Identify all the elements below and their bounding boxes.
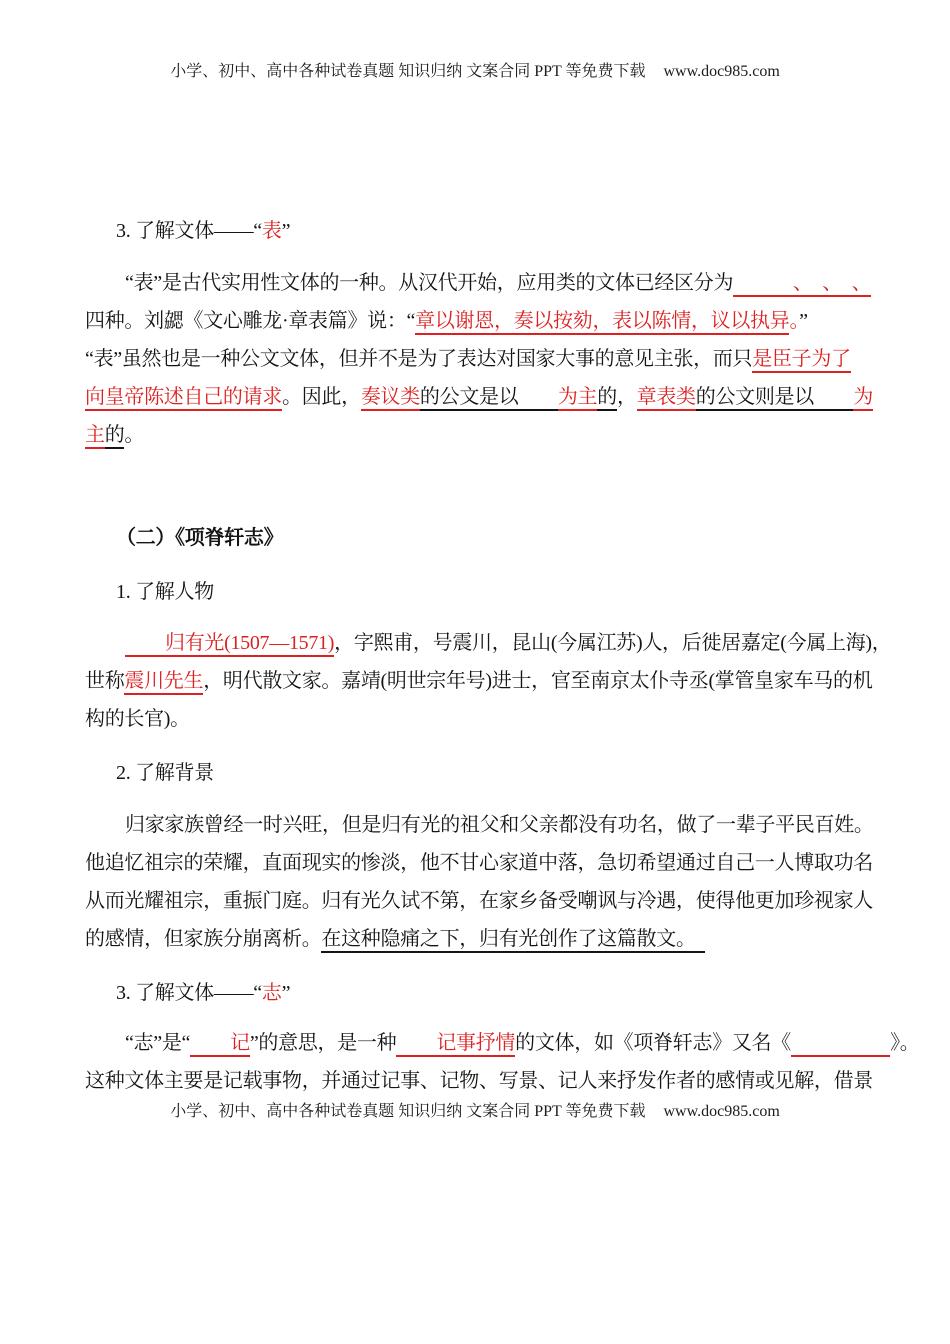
page-header xyxy=(0,60,950,84)
text-segment: ” xyxy=(281,220,291,242)
text-segment: 。 xyxy=(789,310,800,332)
text-line xyxy=(85,844,925,882)
footer-text: 小学、初中、高中各种试卷真题 知识归纳 文案合同 PPT 等免费下载 xyxy=(170,1103,646,1120)
text-segment: 构的长官)。 xyxy=(85,708,190,730)
text-line xyxy=(116,519,950,557)
footer-site-url: www.doc985.com xyxy=(663,1103,780,1120)
text-segment: 2. 了解背景 xyxy=(116,762,214,784)
blank-underline xyxy=(518,385,557,411)
para-background xyxy=(85,806,925,958)
text-segment: 世称 xyxy=(85,670,125,692)
text-segment: 这种文体主要是记载事物，并通过记事、记物、写景、记人来抒发作者的感情或见解，借景 xyxy=(85,1070,873,1092)
text-line xyxy=(85,700,925,738)
text-line xyxy=(85,302,925,340)
text-segment: 志 xyxy=(261,982,282,1004)
text-segment: “表”虽然也是一种公文文体，但并不是为了表达对国家大事的意见主张，而只 xyxy=(85,348,753,370)
text-segment: ， xyxy=(616,386,637,408)
text-segment: 记事抒情 xyxy=(396,1031,515,1057)
text-segment: “表”是古代实用性文体的一种。从汉代开始，应用类的文体已经区分为 xyxy=(125,272,734,294)
section-heading-xiangjixuanzhi xyxy=(85,519,950,557)
text-segment: 的公文则是以 xyxy=(696,385,814,411)
heading-genre-zhi xyxy=(85,974,950,1012)
text-segment: “志”是“ xyxy=(125,1032,191,1054)
text-segment: 的 xyxy=(105,423,125,449)
text-line xyxy=(85,340,925,378)
text-line xyxy=(85,662,925,700)
text-segment: 奏议类 xyxy=(361,385,420,411)
text-segment: 3. 了解文体——“ xyxy=(116,982,262,1004)
text-segment: 的公文是以 xyxy=(420,385,519,411)
header-text: 小学、初中、高中各种试卷真题 知识归纳 文案合同 PPT 等免费下载 xyxy=(170,63,646,80)
text-segment: 在这种隐痛之下，归有光创作了这篇散文。 xyxy=(321,927,705,953)
para-zhi-explanation xyxy=(85,1024,925,1100)
text-segment: 主 xyxy=(85,423,105,449)
text-line xyxy=(85,624,925,662)
blank-underline xyxy=(791,1031,890,1057)
text-segment: 》。 xyxy=(890,1032,920,1054)
text-segment: 记 xyxy=(190,1031,250,1057)
text-segment: 为 xyxy=(853,385,873,411)
text-segment: 的 xyxy=(597,385,617,411)
text-line xyxy=(85,882,925,920)
para-biao-explanation xyxy=(85,264,925,454)
text-segment: 表 xyxy=(261,220,282,242)
text-segment: 3. 了解文体——“ xyxy=(116,220,262,242)
text-line xyxy=(116,974,950,1012)
text-line xyxy=(116,573,950,611)
text-segment: 四种。刘勰《文心雕龙·章表篇》说：“ xyxy=(85,310,416,332)
text-segment: 从而光耀祖宗，重振门庭。归有光久试不第，在家乡备受嘲讽与冷遇，使得他更加珍视家人 xyxy=(85,890,873,912)
text-segment: 。 xyxy=(124,424,145,446)
text-line xyxy=(85,264,925,302)
text-segment: 的文体，如《项脊轩志》又名《 xyxy=(515,1032,791,1054)
text-segment: 的感情，但家族分崩离析。 xyxy=(85,928,322,950)
page-footer xyxy=(0,1100,950,1124)
text-segment: ” xyxy=(799,310,808,332)
header-site-url: www.doc985.com xyxy=(663,63,780,80)
para-author-biography xyxy=(85,624,925,738)
text-line xyxy=(85,1062,925,1100)
text-line xyxy=(116,754,950,792)
text-line xyxy=(85,1024,925,1062)
text-segment: 章表类 xyxy=(637,385,696,411)
text-segment: 归有光(1507—1571) xyxy=(125,631,334,657)
text-segment: 归家家族曾经一时兴旺，但是归有光的祖父和父亲都没有功名，做了一辈子平民百姓。 xyxy=(125,814,874,836)
text-segment: 为主 xyxy=(558,385,597,411)
text-line xyxy=(85,378,925,416)
text-segment: 是臣子为了 xyxy=(752,347,851,373)
blank-underline xyxy=(814,385,853,411)
text-segment: 向皇帝陈述自己的请求 xyxy=(85,385,282,411)
text-line xyxy=(116,212,950,250)
text-segment: 。因此， xyxy=(282,386,361,408)
text-line xyxy=(85,806,925,844)
heading-know-author xyxy=(85,573,950,611)
text-segment: 、 、 、 xyxy=(733,271,871,297)
text-line xyxy=(85,416,925,454)
heading-know-background xyxy=(85,754,950,792)
text-line xyxy=(85,920,925,958)
text-segment: ”的意思，是一种 xyxy=(249,1032,397,1054)
text-segment: 章以谢恩，奏以按劾，表以陈情，议以执异 xyxy=(415,309,789,335)
heading-genre-biao xyxy=(85,212,950,250)
text-segment: ，字熙甫，号震川，昆山(今属江苏)人，后徙居嘉定(今属上海)， xyxy=(334,632,892,654)
text-segment: ” xyxy=(281,982,291,1004)
text-segment: 他追忆祖宗的荣耀，直面现实的惨淡，他不甘心家道中落，急切希望通过自己一人博取功名 xyxy=(85,852,873,874)
text-segment: 震川先生 xyxy=(124,669,203,695)
text-segment: 1. 了解人物 xyxy=(116,581,214,603)
text-segment: （二）《项脊轩志》 xyxy=(116,527,284,549)
text-segment: ，明代散文家。嘉靖(明世宗年号)进士，官至南京太仆寺丞(掌管皇家车马的机 xyxy=(203,670,873,692)
